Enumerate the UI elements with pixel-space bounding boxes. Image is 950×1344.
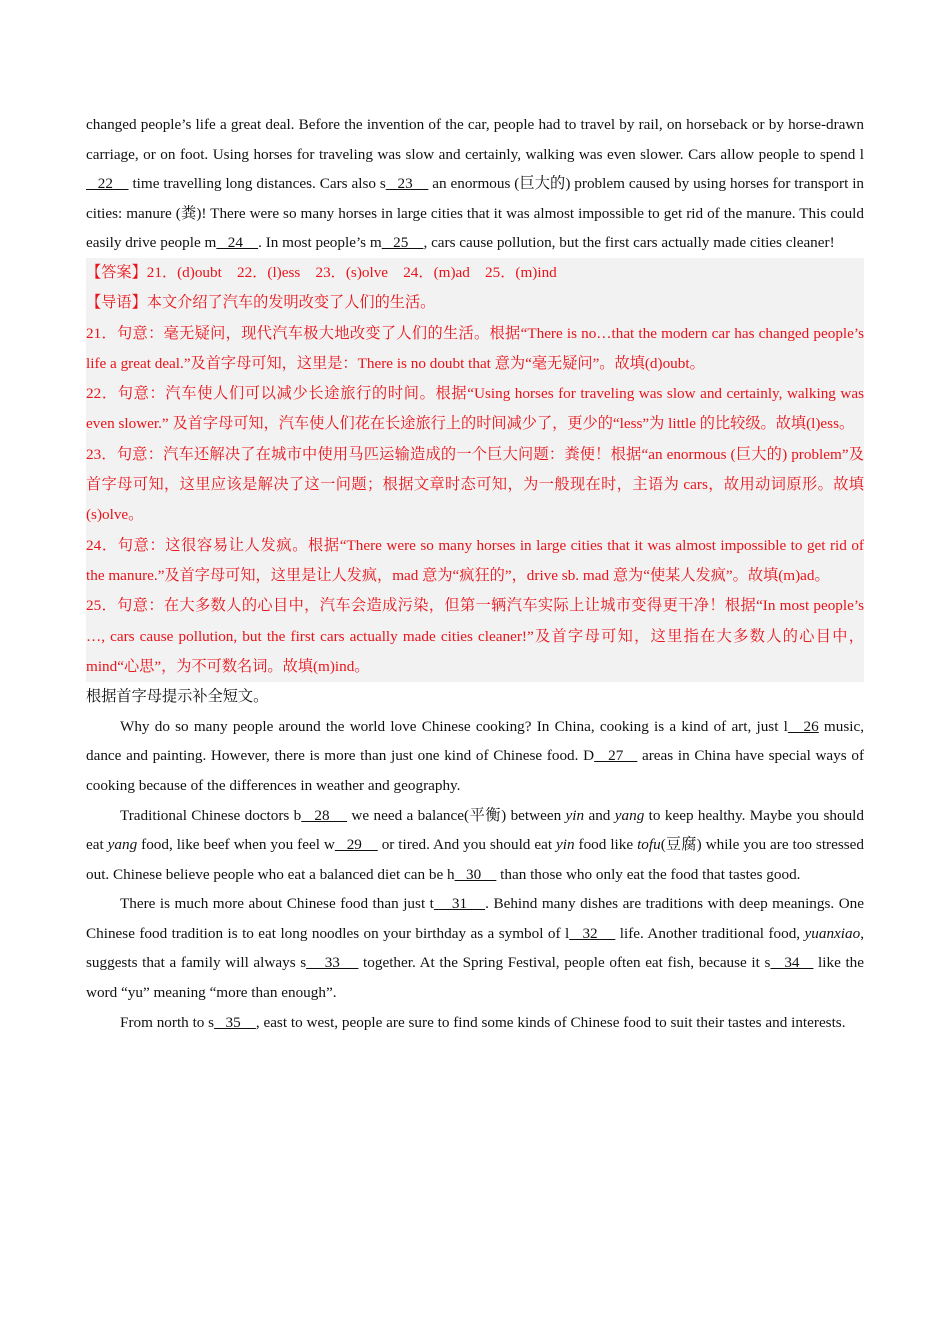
passage-2-paragraph-1 (86, 712, 864, 801)
italic-term: yuanxiao (804, 924, 861, 942)
blank-34: 34 (770, 954, 814, 972)
explanation-22: 22．句意：汽车使人们可以减少长途旅行的时间。根据“Using horses for traveling was slow and certainly, walking was even slower.” 及首字母可知，汽车使人们花在长途旅行上的时间减少了，更少的“less”为 little 的比较级。故填(l)ess。 (86, 385, 864, 433)
paragraph-text: Traditional Chinese doctors b (120, 806, 302, 824)
passage-2-paragraph-2 (86, 801, 864, 890)
section-instruction: 根据首字母提示补全短文。 (86, 688, 269, 706)
blank-22: 22 (86, 175, 129, 193)
passage-2-paragraph-3 (86, 889, 864, 1007)
answer-key: 【答案】21．(d)oubt 22．(l)ess 23．(s)olve 24．(m)ad 25．(m)ind (86, 263, 557, 281)
paragraph-text: Why do so many people around the world love Chinese cooking? In China, cooking is a kind of art, just l (120, 717, 788, 735)
paragraph-text: together. At the Spring Festival, people often eat fish, because it s (358, 954, 771, 972)
italic-term: yin (565, 806, 585, 824)
paragraph-text: life. Another traditional food, (615, 924, 805, 942)
paragraph-text: (豆腐) while you are too stressed out. Chinese believe people who eat a balanced diet can be h (86, 836, 865, 883)
italic-term: yin (556, 836, 575, 854)
explanation-25: 25．句意：在大多数人的心目中，汽车会造成污染，但第一辆汽车实际上让城市变得更干净！根据“In most people’s …, cars cause pollution, but the first cars actually made cities cleaner!”及首字母可知，这里指在大多数人的心目中，mind“心思”，为不可数名词。故填(m)ind。 (86, 597, 864, 675)
paragraph-text: areas in China have special ways of cooking because of the differences in weather and geography. (86, 747, 865, 794)
explanation-23: 23．句意：汽车还解决了在城市中使用马匹运输造成的一个巨大问题：粪便！根据“an enormous (巨大的) problem”及首字母可知，这里应该是解决了这一问题；根据文章时态可知，为一般现在时，主语为 cars，故用动词原形。故填(s)olve。 (86, 445, 864, 524)
passage-1-text: , cars cause pollution, but the first cars actually made cities cleaner! (423, 234, 835, 252)
blank-28: 28 (301, 806, 348, 824)
passage-1 (86, 110, 864, 258)
paragraph-text: to keep healthy. Maybe you should eat (86, 806, 864, 854)
paragraph-text: food, like beef when you feel w (137, 836, 335, 854)
italic-term: tofu (637, 836, 661, 854)
blank-26: 26 (787, 717, 819, 735)
paragraph-text: . Behind many dishes are traditions with deep meanings. One Chinese food tradition is to eat long noodles on your birthday as a symbol of l (86, 895, 865, 942)
paragraph-text: From north to s (120, 1013, 215, 1031)
blank-33: 33 (306, 954, 359, 972)
explanation-21: 21．句意：毫无疑问，现代汽车极大地改变了人们的生活。根据“There is no…that the modern car has changed people’s life a great deal.”及首字母可知，这里是：There is no doubt that 意为“毫无疑问”。故填(d)oubt。 (86, 324, 864, 372)
passage-1-text: time travelling long distances. Cars also s (128, 175, 386, 193)
paragraph-text: like the word “yu” meaning “more than enough”. (86, 954, 865, 1002)
italic-term: yang (614, 806, 645, 824)
passage-1-text: . In most people’s m (258, 234, 382, 252)
paragraph-text: music, dance and painting. However, there is more than just one kind of Chinese food. D (86, 717, 864, 765)
answer-explanation-box (86, 258, 864, 682)
paragraph-text: There is much more about Chinese food than just t (120, 895, 434, 913)
paragraph-text: than those who only eat the food that tastes good. (496, 865, 801, 883)
blank-25: 25 (381, 234, 424, 252)
paragraph-text: , east to west, people are sure to find some kinds of Chinese food to suit their tastes and interests. (255, 1013, 846, 1031)
paragraph-text: we need a balance(平衡) between (347, 806, 566, 824)
explanation-24: 24．句意：这很容易让人发疯。根据“There were so many horses in large cities that it was almost impossible to get rid of the manure.”及首字母可知，这里是让人发疯，mad 意为“疯狂的”，drive sb. mad 意为“使某人发疯”。故填(m)ad。 (86, 536, 864, 584)
answer-intro: 【导语】本文介绍了汽车的发明改变了人们的生活。 (86, 294, 436, 312)
blank-23: 23 (385, 175, 429, 193)
blank-30: 30 (454, 865, 497, 883)
blank-24: 24 (216, 234, 259, 252)
document-content (86, 110, 864, 1037)
blank-32: 32 (569, 924, 616, 942)
paragraph-text: or tired. And you should eat (377, 836, 557, 854)
blank-27: 27 (594, 747, 638, 765)
passage-1-text: changed people’s life a great deal. Before the invention of the car, people had to travel by rail, on horseback or by horse-drawn carriage, or on foot. Using horses for traveling was slow and certainly, walking was even slower. Cars allow people to spend l (86, 116, 864, 163)
passage-1-text: an enormous (巨大的) problem caused by using horses for transport in cities: manure (粪)! There were so many horses in large cities that it was almost impossible to get rid of the manure. This could easily drive people m (86, 175, 865, 252)
italic-term: yang (107, 836, 138, 854)
blank-31: 31 (433, 895, 486, 913)
paragraph-text: and (584, 806, 615, 824)
blank-35: 35 (214, 1013, 256, 1031)
passage-2-paragraph-4 (86, 1008, 864, 1038)
paragraph-text: , suggests that a family will always s (86, 924, 864, 972)
blank-29: 29 (334, 836, 378, 854)
paragraph-text: food like (574, 836, 638, 854)
